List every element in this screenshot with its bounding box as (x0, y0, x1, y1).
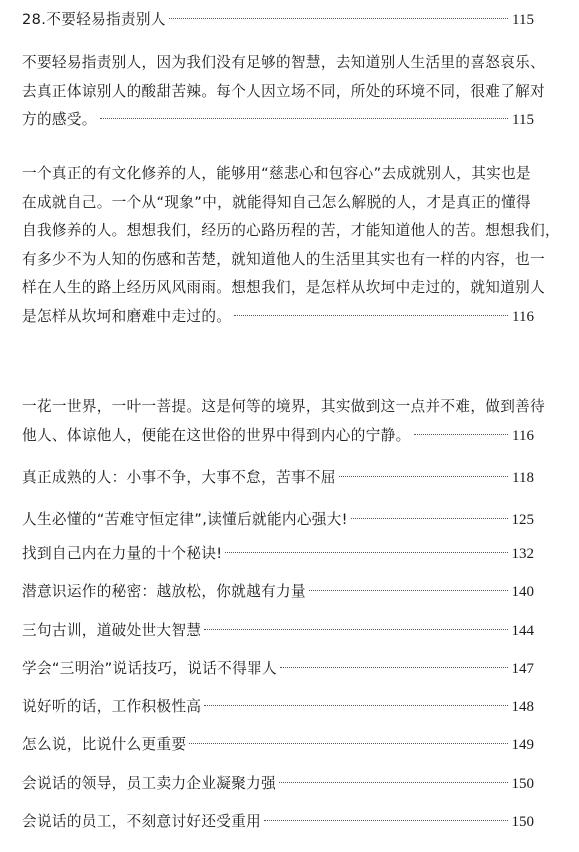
dot-leader (204, 629, 507, 630)
toc-entry[interactable] (22, 808, 534, 837)
dot-leader (169, 18, 508, 19)
toc-entry-text-line: 不要轻易指责别人，因为我们没有足够的智慧，去知道别人生活里的喜怒哀乐、 (22, 54, 546, 71)
toc-entry[interactable] (22, 540, 534, 569)
toc-entry-title: 说好听的话，工作积极性高 (22, 698, 202, 715)
dot-leader (225, 552, 507, 553)
toc-entry-text-line: 他人、体谅他人，便能在这世俗的世界中得到内心的宁静。 (22, 426, 411, 444)
toc-page-number: 149 (511, 737, 534, 753)
toc-entry[interactable] (22, 617, 534, 646)
toc-entry-text-line: 有多少不为人知的伤感和苦楚，就知道他人的生活里其实也有一样的内容，也一 (22, 250, 546, 268)
toc-page-number: 144 (511, 623, 534, 639)
toc-entry[interactable] (22, 770, 534, 799)
toc-page-number: 147 (511, 661, 534, 677)
toc-entry[interactable] (22, 578, 534, 607)
toc-page-number: 125 (511, 512, 534, 528)
toc-entry[interactable] (22, 506, 534, 535)
toc-entry-text-line: 在成就自己。一个从“现象”中，就能得知自己怎么解脱的人，才是真正的懂得 (22, 193, 531, 211)
toc-entry-title: 怎么说，比说什么更重要 (22, 736, 187, 753)
toc-entry-text-line: 一花一世界，一叶一菩提。这是何等的境界，其实做到这一点并不难，做到善待 (22, 398, 546, 415)
toc-entry[interactable] (22, 49, 546, 135)
toc-entry-text-line: 自我修养的人。想想我们，经历的心路历程的苦，才能知道他人的苦。想想我们， (22, 222, 560, 239)
toc-entry-text-line: 样在人生的路上经历风风雨雨。想想我们，是怎样从坎坷中走过的，就知道别人 (22, 279, 546, 296)
toc-entry-title: 潜意识运作的秘密：越放松，你就越有力量 (22, 583, 306, 600)
dot-leader (279, 782, 507, 783)
toc-entry-title: 真正成熟的人：小事不争，大事不怠，苦事不屈 (22, 469, 336, 486)
toc-entry-title: 28.不要轻易指责别人 (22, 11, 166, 28)
toc-page-number: 140 (511, 584, 534, 600)
toc-entry-title: 三句古训，道破处世大智慧 (22, 622, 202, 639)
dot-leader (100, 118, 508, 119)
toc-entry[interactable] (22, 393, 546, 450)
toc-entry[interactable] (22, 160, 560, 331)
toc-entry[interactable] (22, 655, 534, 684)
dot-leader (264, 820, 507, 821)
dot-leader (309, 590, 508, 591)
dot-leader (189, 743, 507, 744)
toc-page-number: 132 (511, 546, 534, 562)
toc-entry-title: 找到自己内在力量的十个秘诀! (22, 545, 223, 562)
toc-entry[interactable] (22, 6, 534, 35)
toc-entry[interactable] (22, 464, 534, 493)
toc-page-number: 148 (511, 699, 534, 715)
toc-page-number: 116 (512, 427, 534, 444)
toc-page-number: 150 (511, 776, 534, 792)
toc-page-number: 116 (512, 308, 534, 325)
toc-entry-text-line: 去真正体谅别人的酸甜苦辣。每个人因立场不同，所处的环境不同，很难了解对 (22, 82, 546, 100)
toc-page-number: 118 (512, 470, 534, 486)
toc-entry-text-line: 是怎样从坎坷和磨难中走过的。 (22, 307, 232, 325)
toc-page-number: 115 (512, 12, 534, 28)
toc-entry[interactable] (22, 731, 534, 760)
dot-leader (351, 518, 508, 519)
toc-entry-title: 会说话的领导，员工卖力企业凝聚力强 (22, 775, 277, 792)
dot-leader (234, 315, 508, 316)
toc-entry-title: 学会“三明治”说话技巧，说话不得罪人 (22, 660, 277, 677)
toc-entry-text-line: 方的感受。 (22, 111, 97, 128)
toc-entry[interactable] (22, 693, 534, 722)
toc-page-number: 115 (512, 112, 534, 128)
toc-page-number: 150 (511, 814, 534, 830)
dot-leader (204, 705, 507, 706)
dot-leader (339, 476, 508, 477)
dot-leader (280, 667, 508, 668)
dot-leader (414, 434, 509, 435)
toc-entry-text-line: 一个真正的有文化修养的人，能够用“慈悲心和包容心”去成就别人，其实也是 (22, 165, 531, 182)
toc-entry-title: 人生必懂的“苦难守恒定律”,读懂后就能内心强大! (22, 511, 348, 528)
toc-entry-title: 会说话的员工，不刻意讨好还受重用 (22, 813, 262, 830)
